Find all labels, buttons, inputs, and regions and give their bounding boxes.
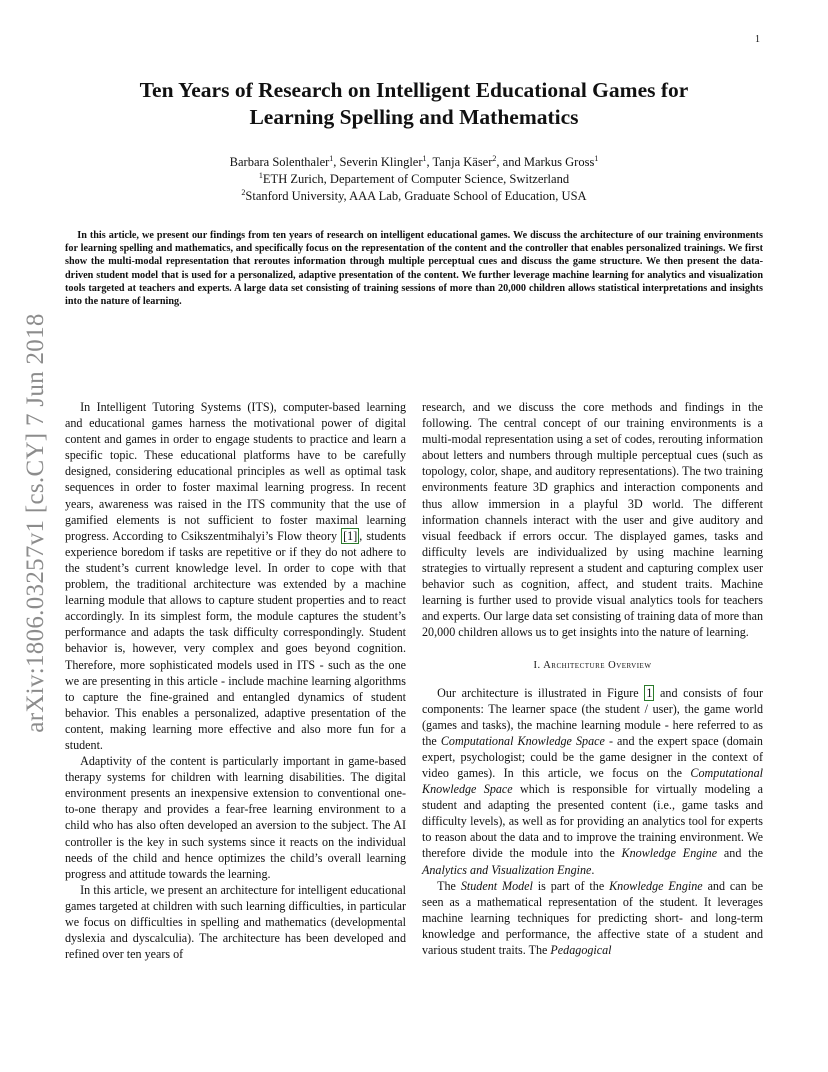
body-paragraph: Adaptivity of the content is particularly important in game-based therapy systems for children with learning disabilities. The digital environment presents an inexpensive extension to conventional one-to-one therapy and provides a fear-free learning environment to a child who has also often developed an aversion to the subject. The AI controller is the key in such systems since it reacts on the individual needs of the child and hence optimizes the child’s overall learning progress and attitude towards the learning. (65, 754, 406, 881)
author-name: Tanja Käser (432, 155, 493, 169)
arxiv-stamp-text: arXiv:1806.03257v1 [cs.CY] 7 Jun 2018 (22, 313, 49, 733)
affiliation-number: 2 (241, 187, 246, 197)
body-paragraph (65, 399, 406, 753)
affiliation-text: Stanford University, AAA Lab, Graduate School of Education, USA (245, 189, 587, 203)
emphasis-text: Analytics and Visualization Engine (422, 862, 592, 877)
author-list (100, 154, 728, 171)
body-paragraph (422, 685, 763, 878)
affiliation-text: ETH Zurich, Departement of Computer Science, Switzerland (262, 172, 570, 186)
paragraph-text: is part of the (532, 878, 610, 893)
emphasis-text: Knowledge Engine (621, 846, 718, 861)
figure-link[interactable]: 1 (646, 685, 653, 700)
author-affiliation-mark: 2 (492, 153, 497, 163)
author-block (100, 154, 728, 205)
affiliation-line (100, 188, 728, 205)
paragraph-text: Our architecture is illustrated in Figure (437, 685, 645, 700)
body-paragraph: In this article, we present an architecture for intelligent educational games targeted at children with such learning difficulties, in particular we focus on difficulties in spelling and mathematics (developmental dyslexia and dyscalculia). The architecture has been developed and refined over ten years of (65, 882, 406, 962)
paragraph-text: and the (717, 846, 763, 861)
author-separator: , (426, 155, 433, 169)
paragraph-text: . (591, 862, 595, 877)
author-name: Markus Gross (523, 155, 595, 169)
author-separator: , and (496, 155, 524, 169)
page-number: 1 (755, 34, 760, 45)
affiliation-line (100, 171, 728, 188)
body-paragraph (422, 878, 763, 958)
left-column (65, 399, 406, 962)
emphasis-text: Computational Knowledge Space (440, 733, 605, 748)
abstract: In this article, we present our findings from ten years of research on intelligent educational games. We discuss the architecture of our training environments for learning spelling and mathematics, and specifically focus on the representation of the content and the controller that enables personalized trainings. We first show the multi-modal representation that reroutes information through multiple perceptual cues and discuss the game structure. We then present the data-driven student model that is used for a personalized, adaptive presentation of the content. We further leverage machine learning for analytics and visualization tools targeted at teachers and experts. A large data set consisting of training sessions of more than 20,000 children allows statistical interpretations and insights into the nature of learning. (65, 230, 763, 308)
right-column (422, 399, 763, 958)
emphasis-text: Knowledge Engine (609, 878, 703, 893)
paragraph-text: and can be seen as a mathematical representation of the student. It leverages machine learning techniques for predicting short- and long-term knowledge and performance, the affective state of a student and various student traits. The (422, 878, 764, 957)
paragraph-text: - and the expert space (domain expert, psychologist; could be the game designer in the context of video games). In this article, we focus on the (422, 733, 763, 780)
citation-link[interactable]: [1] (343, 528, 358, 543)
paragraph-text: The (437, 878, 461, 893)
author-separator: , (333, 155, 340, 169)
author-affiliation-mark: 1 (422, 153, 427, 163)
paragraph-text: which is responsible for virtually modeling a student and adapting the presented content (i.e., game tasks and difficulty levels), as well as for providing an analytics tool for experts to reason about the data and to improve the training environment. We therefore divide the module into the (422, 782, 763, 861)
author-affiliation-mark: 1 (329, 153, 334, 163)
paper-title: Ten Years of Research on Intelligent Educational Games for Learning Spelling and Mathematics (139, 78, 689, 129)
affiliation-number: 1 (258, 170, 263, 180)
emphasis-text: Pedagogical (550, 943, 612, 957)
body-paragraph: research, and we discuss the core methods and findings in the following. The central concept of our training environments is a multi-modal representation using a set of codes, rerouting information about letters and numbers through multiple perceptual cues (such as topology, color, shape, and auditory representations). The two training environments feature 3D graphics and interaction components and thus allow immersion in a playful 3D world. The different information channels interact with the user and give auditory and visual feedback if errors occur. The displayed games, tasks and difficulty levels are individualized by using machine learning strategies to virtually represent a student and capturing complex user behavior such as cognition, affect, and student traits. Machine learning is further used to provide visual analytics tools for teachers and experts. Our large data set consisting of training data of more than 20,000 children allows us to get insights into the nature of learning. (422, 400, 763, 640)
paragraph-text: In Intelligent Tutoring Systems (ITS), computer-based learning and educational games harness the motivational power of digital content and games in order to engage students to practice and learn a specific topic. These educational platforms have to be carefully designed, considering educational principles as well as optimal task sequences in order to foster maximal learning progress. In recent years, awareness was raised in the ITS community that the use of gamified elements is not sufficient to foster maximal learning progress. According to Csikszentmihalyi’s Flow theory (65, 400, 406, 543)
paragraph-text: and consists of four components: The learner space (the student / user), the game world (games and tasks), the machine learning module - here referred to as the (422, 685, 763, 748)
emphasis-text: Student Model (460, 878, 533, 893)
author-name: Severin Klingler (339, 155, 423, 169)
paragraph-text: , students experience boredom if tasks are repetitive or if they do not adhere to the student’s current knowledge level. In order to cope with that problem, the traditional architecture was extended by a machine learning module that allows to capture student properties and to react accordingly. In its simplest form, the module captures the student’s performance and adapts the task difficulty correspondingly. Student behavior is, however, very complex and goes beyond cognition. Therefore, more sophisticated models used in ITS - such as the one we are presenting in this article - include machine learning algorithms to capture the fine-grained and entangled dynamics of student behavior. This enables a personalized, adaptive presentation of the content, making learning more effective and also more fun for a student. (65, 528, 406, 752)
arxiv-stamp (18, 293, 54, 753)
author-name: Barbara Solenthaler (229, 155, 330, 169)
emphasis-text: Computational Knowledge Space (422, 765, 763, 797)
section-heading: I. Architecture Overview (533, 660, 652, 672)
author-affiliation-mark: 1 (594, 153, 599, 163)
